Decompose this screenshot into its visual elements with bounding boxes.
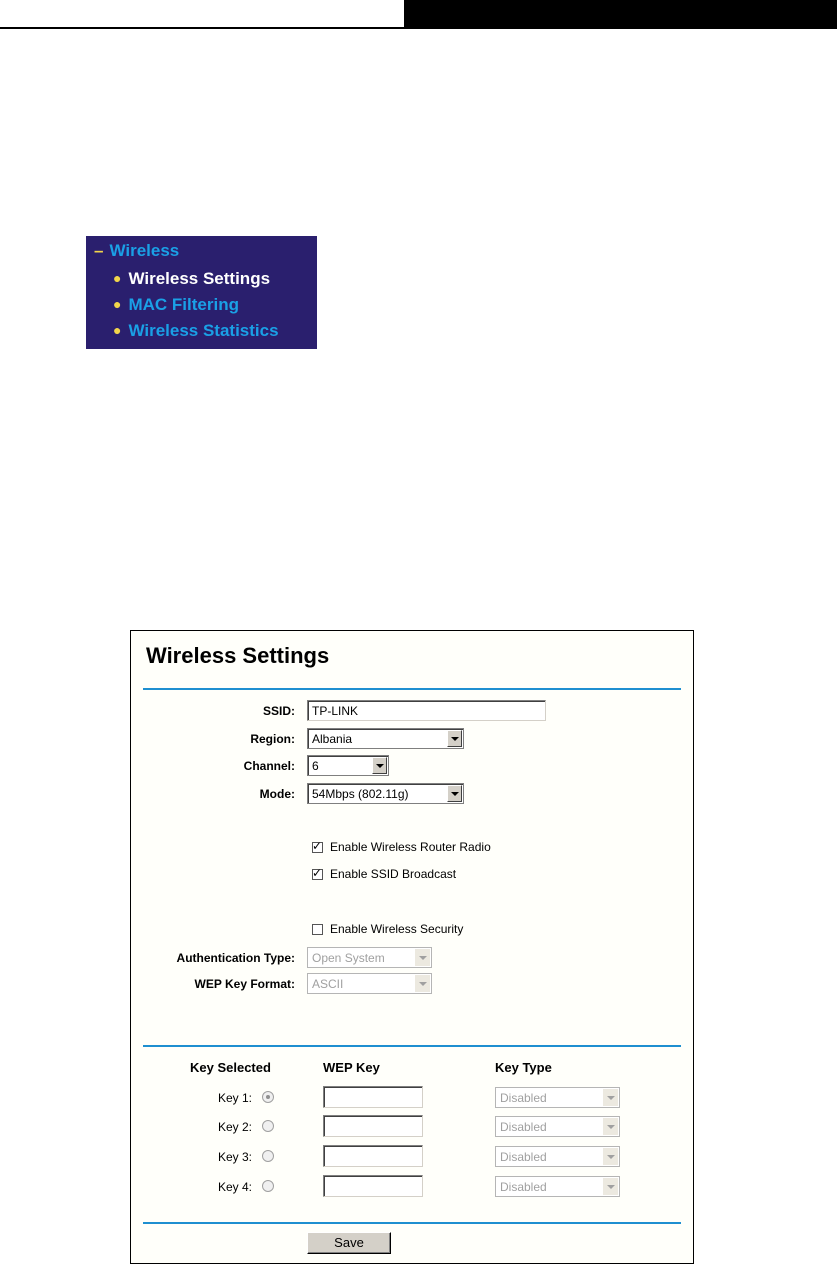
channel-value: 6 [312,759,319,773]
menu-item-wireless-settings[interactable] [113,269,270,289]
wireless-menu [86,236,317,349]
col-key-selected: Key Selected [190,1060,271,1075]
menu-item-label: Wireless Statistics [128,321,279,340]
enable-security-label: Enable Wireless Security [330,922,464,936]
bullet-icon: ● [113,270,122,286]
key-row-label: Key 2: [218,1120,253,1134]
auth-type-label: Authentication Type: [176,951,295,965]
enable-radio-label: Enable Wireless Router Radio [330,840,491,854]
chevron-down-icon[interactable] [447,730,462,747]
key-3-radio[interactable] [262,1150,274,1162]
wep-key-2-input[interactable] [323,1115,423,1137]
enable-security-checkbox[interactable] [312,924,323,935]
key-type-value: Disabled [500,1091,547,1105]
menu-section-label: Wireless [109,241,180,260]
wep-key-format-select[interactable] [307,973,432,994]
wep-key-4-input[interactable] [323,1175,423,1197]
mode-label: Mode: [259,787,295,801]
key-row-label: Key 3: [218,1150,253,1164]
wep-key-3-input[interactable] [323,1145,423,1167]
chevron-down-icon[interactable] [372,757,387,774]
region-label: Region: [250,732,295,746]
channel-select[interactable] [307,755,389,776]
col-wep-key: WEP Key [323,1060,380,1075]
key-3-type-select[interactable] [495,1146,620,1167]
separator [143,1222,681,1224]
key-type-value: Disabled [500,1180,547,1194]
wireless-settings-panel [130,630,694,1264]
menu-item-label: Wireless Settings [128,269,271,288]
enable-ssid-broadcast-checkbox[interactable] [312,866,323,880]
key-1-type-select[interactable] [495,1087,620,1108]
page-title: Wireless Settings [146,643,330,668]
chevron-down-icon[interactable] [415,975,430,992]
check-icon: ✓ [312,866,323,880]
check-icon: ✓ [312,839,323,853]
key-row-label: Key 4: [218,1180,253,1194]
separator [143,688,681,690]
bullet-icon: ● [113,296,122,312]
header-rule [0,27,837,29]
enable-ssid-broadcast-label: Enable SSID Broadcast [330,867,457,881]
key-4-type-select[interactable] [495,1176,620,1197]
chevron-down-icon[interactable] [603,1089,618,1106]
menu-item-mac-filtering[interactable] [113,295,239,315]
region-select[interactable] [307,728,464,749]
collapse-icon: – [94,241,104,260]
auth-type-select[interactable] [307,947,432,968]
chevron-down-icon[interactable] [603,1178,618,1195]
auth-type-value: Open System [312,951,385,965]
chevron-down-icon[interactable] [603,1118,618,1135]
separator [143,1045,681,1047]
key-type-value: Disabled [500,1150,547,1164]
channel-label: Channel: [243,759,295,773]
chevron-down-icon[interactable] [603,1148,618,1165]
ssid-label: SSID: [262,704,295,718]
ssid-input[interactable]: TP-LINK [307,700,546,721]
wep-key-format-value: ASCII [312,977,344,991]
chevron-down-icon[interactable] [447,785,462,802]
key-2-radio[interactable] [262,1120,274,1132]
save-button[interactable]: Save [307,1232,391,1254]
menu-section-wireless[interactable] [94,241,179,261]
menu-item-wireless-statistics[interactable] [113,321,279,341]
mode-select[interactable] [307,783,464,804]
enable-radio-checkbox[interactable] [312,839,323,853]
region-value: Albania [312,732,353,746]
wep-key-1-input[interactable] [323,1086,423,1108]
key-row-label: Key 1: [218,1091,253,1105]
mode-value: 54Mbps (802.11g) [312,787,409,801]
key-1-radio[interactable] [262,1091,274,1103]
wep-key-format-label: WEP Key Format: [194,977,295,991]
key-4-radio[interactable] [262,1180,274,1192]
radio-selected-dot [266,1095,270,1099]
key-type-value: Disabled [500,1120,547,1134]
col-key-type: Key Type [495,1060,552,1075]
bullet-icon: ● [113,322,122,338]
header-bar [404,0,837,27]
menu-item-label: MAC Filtering [128,295,239,314]
key-2-type-select[interactable] [495,1116,620,1137]
chevron-down-icon[interactable] [415,949,430,966]
